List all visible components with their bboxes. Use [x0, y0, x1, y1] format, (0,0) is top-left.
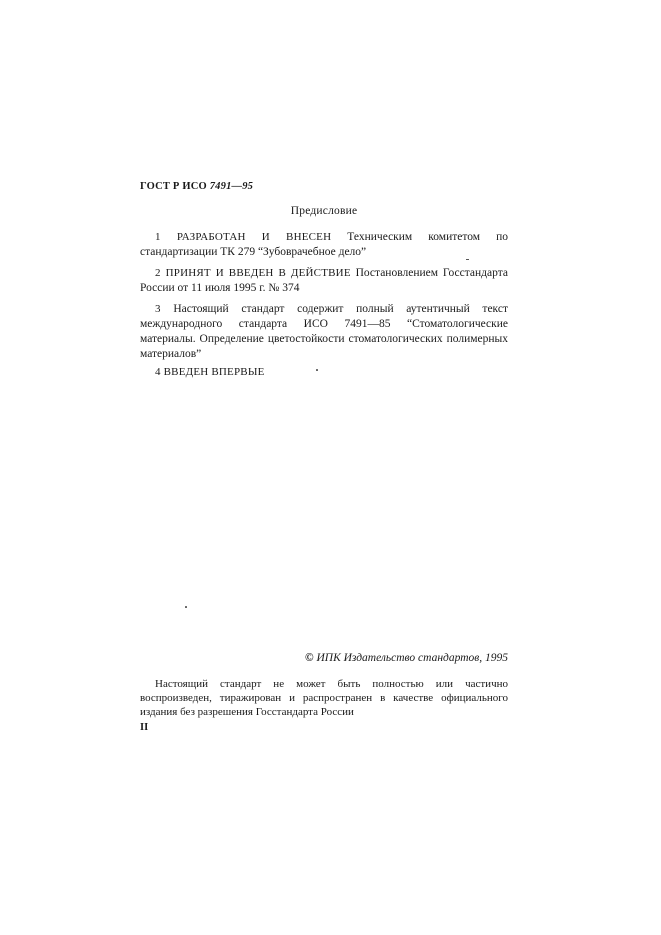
- copyright-line: [305, 652, 508, 664]
- scan-speck: [316, 369, 318, 371]
- scan-speck: [466, 259, 469, 260]
- section-title: Предисловие: [290, 205, 358, 217]
- paragraph-2-text: Постановлением Госстандарта России от 11 июля 1995 г. № 374: [140, 267, 508, 294]
- paragraph-3: [140, 302, 508, 362]
- copyright-icon: ©: [304, 652, 314, 664]
- paragraph-3-text: Настоящий стандарт содержит полный аутентичный текст международного стандарта ИСО 7491—85 “Стоматологические материалы. Определение цветостойкости стоматологических полимерных материалов”: [140, 303, 508, 360]
- paragraph-1-text: Техническим комитетом по стандартизации ТК 279 “Зубоврачебное дело”: [140, 231, 509, 258]
- scan-speck: [185, 606, 187, 608]
- paragraph-1-lead: 1 РАЗРАБОТАН И ВНЕСЕН: [155, 231, 332, 243]
- paragraph-4-lead: 4 ВВЕДЕН ВПЕРВЫЕ: [155, 366, 265, 378]
- standard-number: 7491—95: [209, 181, 254, 192]
- page-number: II: [140, 722, 149, 733]
- paragraph-1: [140, 230, 508, 260]
- paragraph-2-lead: 2 ПРИНЯТ И ВВЕДЕН В ДЕЙСТВИЕ: [155, 267, 351, 279]
- standard-code: ГОСТ Р ИСО: [140, 181, 207, 192]
- standard-header: [140, 181, 253, 192]
- paragraph-3-lead: 3: [155, 303, 161, 315]
- copyright-text: ИПК Издательство стандартов, 1995: [316, 652, 508, 664]
- reproduction-notice: Настоящий стандарт не может быть полностью или частично воспроизведен, тиражирован и распространен в качестве официального издания без разрешения Госстандарта России: [140, 678, 508, 718]
- paragraph-4: [140, 365, 508, 380]
- paragraph-2: [140, 266, 508, 296]
